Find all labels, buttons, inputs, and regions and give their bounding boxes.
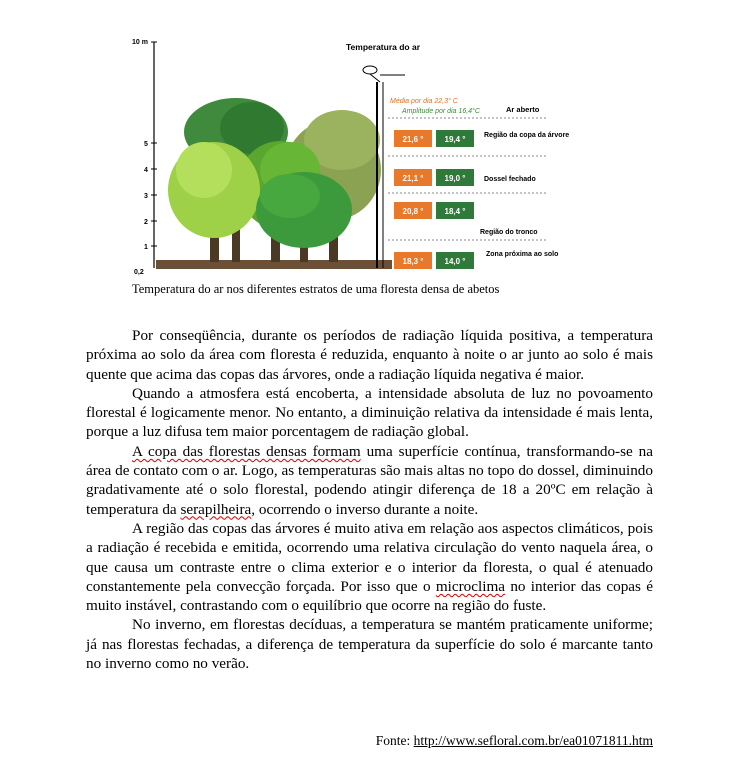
svg-text:18,4 °: 18,4 ° [444,207,466,216]
y-tick-1: 1 [144,244,148,251]
y-tick-2: 2 [144,219,148,226]
forest-temperature-figure [130,30,570,278]
layer-label-solo: Zona próxima ao solo [486,251,559,258]
layer-label-copa: Região da copa da árvore [484,132,570,139]
y-tick-4: 4 [144,167,148,174]
y-tick-3: 3 [144,193,148,200]
svg-text:20,8 °: 20,8 ° [402,207,424,216]
trees [168,98,381,262]
paragraph-4: A região das copas das árvores é muito ativa em relação aos aspectos climáticos, pois a radiação é recebida e emitida, ocorrendo uma relativa circulação do vento naquela área, o que causa um contraste entre o clima exterior e o interior da floresta, o qual é atenuado constantemente pela convecção forçada. Por isso que o microclima no interior das copas é muito instável, contrastando com o equilíbrio que ocorre na região do fuste. [86,519,653,615]
layer-label-dossel: Dossel fechado [484,176,536,183]
paragraph-3: A copa das florestas densas formam uma superfície contínua, transformando-se na área de contato com o ar. Logo, as temperaturas são mais altas no topo do dossel, diminuindo gradativamente até o solo florestal, podendo atingir diferença de 18 a 20ºC em relação à temperatura da serapilheira, ocorrendo o inverso durante a noite. [86,442,653,518]
body-text [86,326,653,673]
spellcheck-mark: serapilheira [180,500,252,518]
source-link[interactable]: http://www.sefloral.com.br/ea01071811.htm [413,733,653,748]
paragraph-2: Quando a atmosfera está encoberta, a intensidade absoluta de luz no povoamento florestal é logicamente menor. No entanto, a diminuição relativa da intensidade é mais lenta, porque a luz difusa tem maior porcentagem de radiação global. [86,384,653,441]
y-tick-5: 5 [144,141,148,148]
svg-text:19,0 °: 19,0 ° [444,174,466,183]
source-line [376,733,653,749]
amplitude-label: Amplitude por dia 16,4°C [402,108,480,115]
figure-caption: Temperatura do ar nos diferentes estratos de uma floresta densa de abetos [132,282,500,296]
y-tick-02: 0,2 [134,269,144,276]
y-tick-10: 10 m [132,39,148,46]
paragraph-1: Por conseqüência, durante os períodos de radiação líquida positiva, a temperatura próxima ao solo da área com floresta é reduzida, enquanto à noite o ar junto ao solo é mais quente que acima das copas das árvores, onde a radiação líquida negativa é maior. [86,327,653,383]
layer-label-tronco: Região do tronco [480,229,538,236]
media-label: Média por dia 22,3° C [390,98,458,105]
spellcheck-mark: microclima [435,577,506,595]
anemometer-icon [363,66,377,74]
figure-graphic [130,30,570,278]
spellcheck-mark: A copa das florestas densas formam [132,442,361,460]
svg-text:21,6 °: 21,6 ° [402,135,424,144]
svg-text:21,1 °: 21,1 ° [402,174,424,183]
layer-label-ar-aberto: Ar aberto [506,105,540,114]
svg-text:19,4 °: 19,4 ° [444,135,466,144]
source-label: Fonte: [375,733,414,748]
svg-text:14,0 °: 14,0 ° [444,257,466,266]
paragraph-5: No inverno, em florestas decíduas, a temperatura se mantém praticamente uniforme; já nas florestas fechadas, a diferença de temperatura da superfície do solo é marcante tanto no inverno como no verão. [86,616,653,673]
figure-title: Temperatura do ar [346,42,421,52]
svg-text:18,3 °: 18,3 ° [402,257,424,266]
